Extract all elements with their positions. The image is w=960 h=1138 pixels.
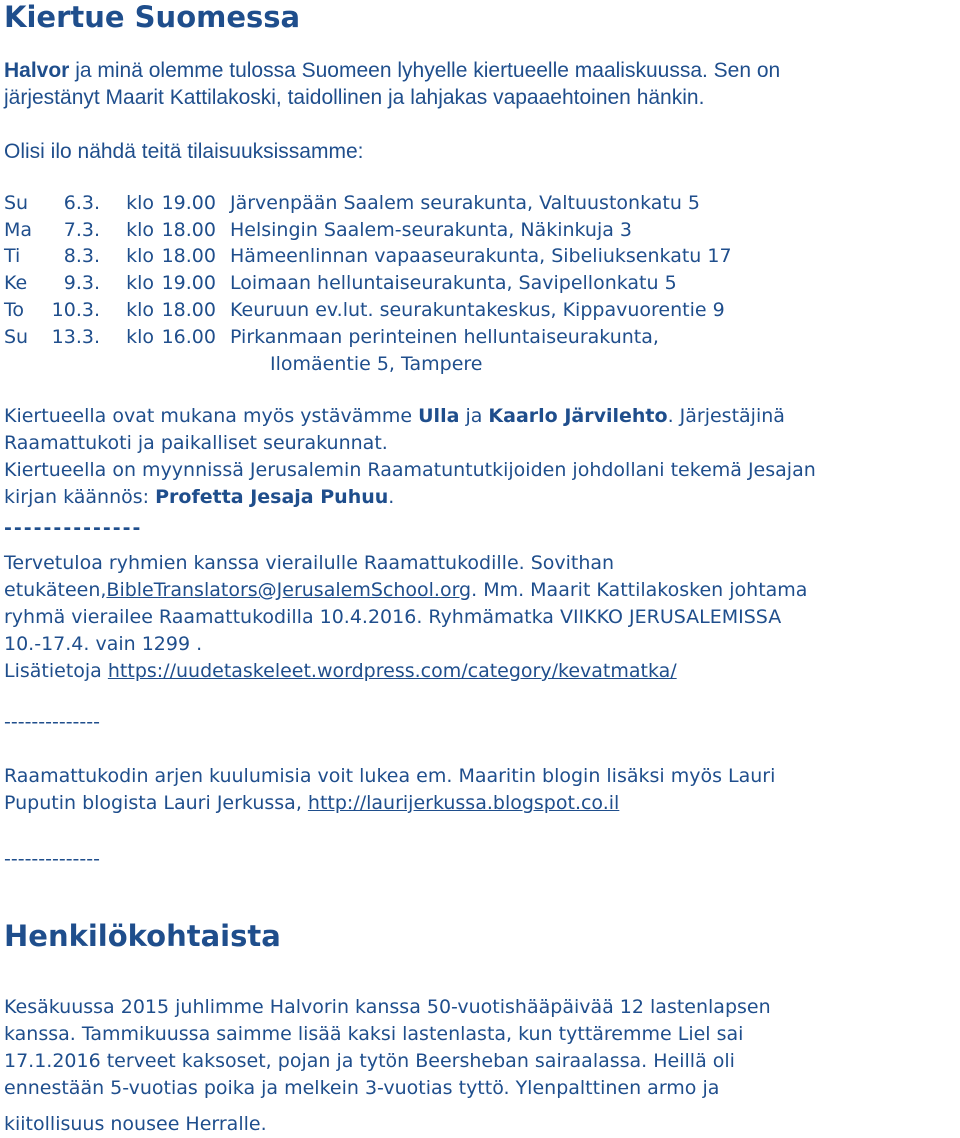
schedule-date: 10.3. bbox=[51, 299, 100, 321]
schedule-date: 7.3. bbox=[63, 219, 100, 241]
schedule-date: 13.3. bbox=[51, 326, 100, 348]
personal-line: Kesäkuussa 2015 juhlimme Halvorin kanssa 50-vuotishääpäivää 12 lastenlapsen bbox=[4, 996, 771, 1018]
tour-text: kirjan käännös: bbox=[4, 486, 156, 508]
schedule-row bbox=[4, 324, 659, 350]
schedule-klo: klo bbox=[126, 326, 154, 348]
tour-line-2: Raamattukoti ja paikalliset seurakunnat. bbox=[4, 432, 388, 454]
schedule-klo: klo bbox=[126, 245, 154, 267]
schedule-time: 19.00 bbox=[161, 192, 216, 214]
more-info-link[interactable]: https://uudetaskeleet.wordpress.com/category/kevatmatka/ bbox=[107, 660, 677, 682]
tour-text: . Järjestäjinä bbox=[667, 405, 785, 427]
schedule-place: Hämeenlinnan vapaaseurakunta, Sibeliuksenkatu 17 bbox=[230, 245, 732, 267]
schedule-time: 18.00 bbox=[161, 299, 216, 321]
schedule-time: 19.00 bbox=[161, 272, 216, 294]
tour-line-4 bbox=[4, 484, 394, 511]
tour-text: ja bbox=[459, 405, 489, 427]
name-kaarlo: Kaarlo Järvilehto bbox=[488, 405, 668, 427]
intro-line-1-text: ja minä olemme tulossa Suomeen lyhyelle kiertueelle maaliskuussa. Sen on bbox=[69, 59, 781, 82]
schedule-place: Keuruun ev.lut. seurakuntakeskus, Kippavuorentie 9 bbox=[230, 299, 725, 321]
welcome-text: etukäteen, bbox=[4, 579, 107, 601]
welcome-line-3: ryhmä vierailee Raamattukodilla 10.4.2016. Ryhmämatka VIIKKO JERUSALEMISSA bbox=[4, 606, 782, 628]
welcome-line-4: 10.-17.4. vain 1299 . bbox=[4, 633, 203, 655]
schedule-row bbox=[4, 270, 677, 296]
schedule-klo: klo bbox=[126, 219, 154, 241]
schedule-klo: klo bbox=[126, 192, 154, 214]
tour-text: . bbox=[388, 486, 395, 508]
separator-bold: -------------- bbox=[4, 517, 143, 539]
schedule-row bbox=[4, 243, 732, 269]
blog-text: Puputin blogista Lauri Jerkussa, bbox=[4, 792, 308, 814]
schedule-time: 16.00 bbox=[161, 326, 216, 348]
email-link[interactable]: BibleTranslators@JerusalemSchool.org bbox=[106, 579, 472, 601]
schedule-place: Loimaan helluntaiseurakunta, Savipellonkatu 5 bbox=[230, 272, 677, 294]
schedule-place-continued: Ilomäentie 5, Tampere bbox=[270, 353, 483, 375]
schedule-day: Ke bbox=[4, 272, 28, 294]
section-heading-personal: Henkilökohtaista bbox=[4, 919, 281, 953]
schedule-time: 18.00 bbox=[161, 245, 216, 267]
welcome-line-5 bbox=[4, 658, 677, 685]
personal-line: 17.1.2016 terveet kaksoset, pojan ja tytön Beersheban sairaalassa. Heillä oli bbox=[4, 1050, 735, 1072]
blog-line-1: Raamattukodin arjen kuulumisia voit lukea em. Maaritin blogin lisäksi myös Lauri bbox=[4, 765, 776, 787]
welcome-line-2 bbox=[4, 577, 807, 604]
welcome-text: Lisätietoja bbox=[4, 660, 108, 682]
page-title: Kiertue Suomessa bbox=[4, 0, 301, 34]
schedule-row bbox=[4, 190, 700, 216]
schedule-date: 9.3. bbox=[63, 272, 100, 294]
tour-line-1 bbox=[4, 403, 785, 430]
tour-text: Kiertueella ovat mukana myös ystävämme bbox=[4, 405, 419, 427]
schedule-day: Su bbox=[4, 326, 29, 348]
blog-link[interactable]: http://laurijerkussa.blogspot.co.il bbox=[307, 792, 620, 814]
intro-line-1 bbox=[4, 58, 780, 84]
schedule-place: Helsingin Saalem-seurakunta, Näkinkuja 3 bbox=[230, 219, 633, 241]
schedule-row bbox=[4, 217, 632, 243]
separator-3: -------------- bbox=[4, 848, 100, 870]
intro-line-2: järjestänyt Maarit Kattilakoski, taidollinen ja lahjakas vapaaehtoinen hänkin. bbox=[4, 86, 705, 109]
schedule-place: Pirkanmaan perinteinen helluntaiseurakunta, bbox=[230, 326, 659, 348]
schedule-day: To bbox=[4, 299, 25, 321]
welcome-line-1: Tervetuloa ryhmien kanssa vierailulle Raamattukodille. Sovithan bbox=[4, 552, 615, 574]
schedule-klo: klo bbox=[126, 272, 154, 294]
schedule-day: Ti bbox=[4, 245, 21, 267]
personal-line: ennestään 5-vuotias poika ja melkein 3-vuotias tyttö. Ylenpalttinen armo ja bbox=[4, 1077, 720, 1099]
personal-line: kiitollisuus nousee Herralle. bbox=[4, 1113, 267, 1135]
book-title: Profetta Jesaja Puhuu bbox=[155, 486, 389, 508]
invite-text: Olisi ilo nähdä teitä tilaisuuksissamme: bbox=[4, 140, 364, 163]
schedule-date: 8.3. bbox=[63, 245, 100, 267]
personal-line: kanssa. Tammikuussa saimme lisää kaksi lastenlasta, kun tyttäremme Liel sai bbox=[4, 1023, 744, 1045]
schedule-row bbox=[4, 297, 725, 323]
schedule-date: 6.3. bbox=[63, 192, 100, 214]
tour-line-3: Kiertueella on myynnissä Jerusalemin Raamatuntutkijoiden johdollani tekemä Jesajan bbox=[4, 459, 816, 481]
schedule-klo: klo bbox=[126, 299, 154, 321]
schedule-day: Ma bbox=[4, 219, 33, 241]
name-ulla: Ulla bbox=[418, 405, 460, 427]
name-halvor: Halvor bbox=[4, 59, 70, 82]
schedule-day: Su bbox=[4, 192, 29, 214]
separator-2: -------------- bbox=[4, 711, 100, 733]
schedule-time: 18.00 bbox=[161, 219, 216, 241]
blog-line-2 bbox=[4, 790, 619, 817]
schedule-place: Järvenpään Saalem seurakunta, Valtuustonkatu 5 bbox=[230, 192, 701, 214]
welcome-text: . Mm. Maarit Kattilakosken johtama bbox=[471, 579, 808, 601]
